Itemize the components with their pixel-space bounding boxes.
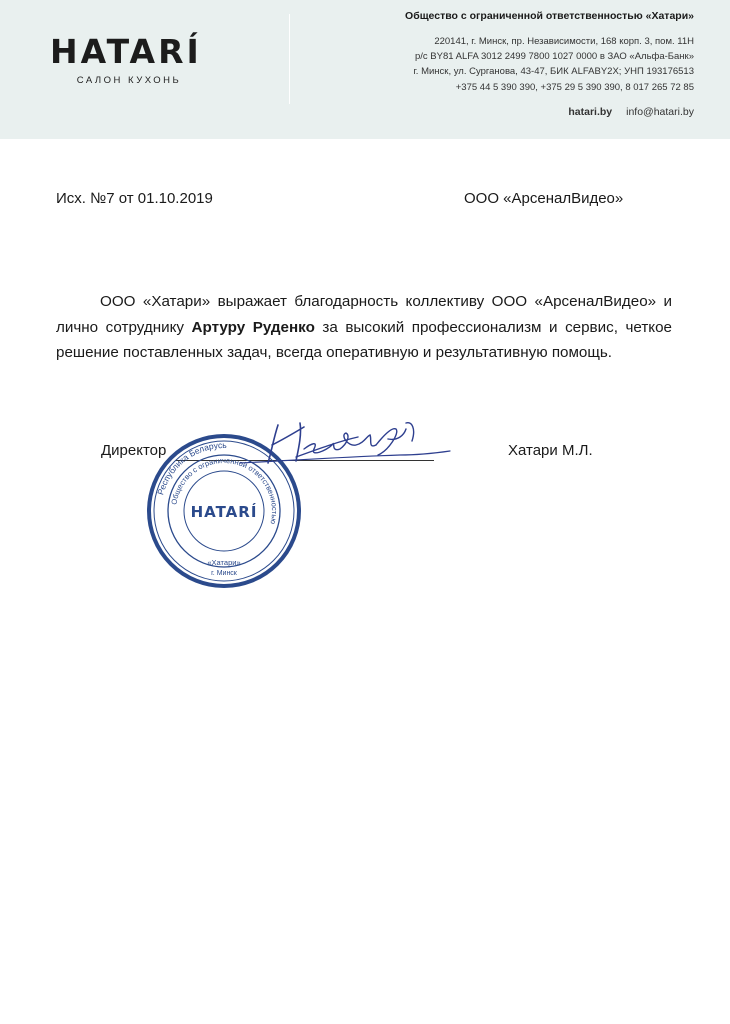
director-name: Хатари М.Л.	[508, 442, 593, 459]
outgoing-reference: Исх. №7 от 01.10.2019	[56, 190, 213, 207]
letter-body	[56, 289, 672, 366]
company-details	[405, 10, 694, 118]
seal-outer-text: Республика Беларусь	[155, 439, 227, 496]
letterhead	[0, 0, 730, 139]
company-name: Общество с ограниченной ответственностью «Хатари»	[405, 10, 694, 22]
company-bank-address: г. Минск, ул. Сурганова, 43-47, БИК ALFABY2X; УНП 193176513	[413, 66, 694, 78]
employee-name: Артуру Руденко	[191, 318, 315, 336]
header-divider	[289, 14, 290, 104]
company-email-link[interactable]: info@hatari.by	[626, 105, 694, 118]
seal-center-logo: HATARÍ	[190, 503, 258, 521]
company-website-link[interactable]: hatari.by	[568, 105, 613, 118]
body-text-part2: за высокий профессионализм и сервис, четкое решение поставленных задач, всегда оперативную и результативную помощь.	[56, 318, 672, 361]
director-label: Директор	[101, 442, 167, 459]
director-signature	[200, 405, 460, 475]
seal-inner-text: Общество с ограниченной ответственностью	[169, 455, 280, 526]
seal-city: г. Минск	[211, 570, 237, 577]
company-bank: р/с BY81 ALFA 3012 2499 7800 1027 0000 в ЗАО «Альфа-Банк»	[414, 51, 694, 63]
seal-company-name: «Хатари»	[207, 558, 241, 567]
body-text-part1: ООО «Хатари» выражает благодарность коллективу ООО «АрсеналВидео» и лично сотруднику	[56, 293, 672, 336]
company-contacts	[405, 106, 694, 118]
company-logo: HATARÍ	[50, 32, 202, 71]
company-phones: +375 44 5 390 390, +375 29 5 390 390, 8 017 265 72 85	[455, 81, 694, 93]
company-address: 220141, г. Минск, пр. Независимости, 168 корп. 3, пом. 11Н	[434, 36, 694, 47]
recipient: ООО «АрсеналВидео»	[464, 190, 624, 207]
logo-subtitle: САЛОН КУХОНЬ	[76, 75, 182, 86]
